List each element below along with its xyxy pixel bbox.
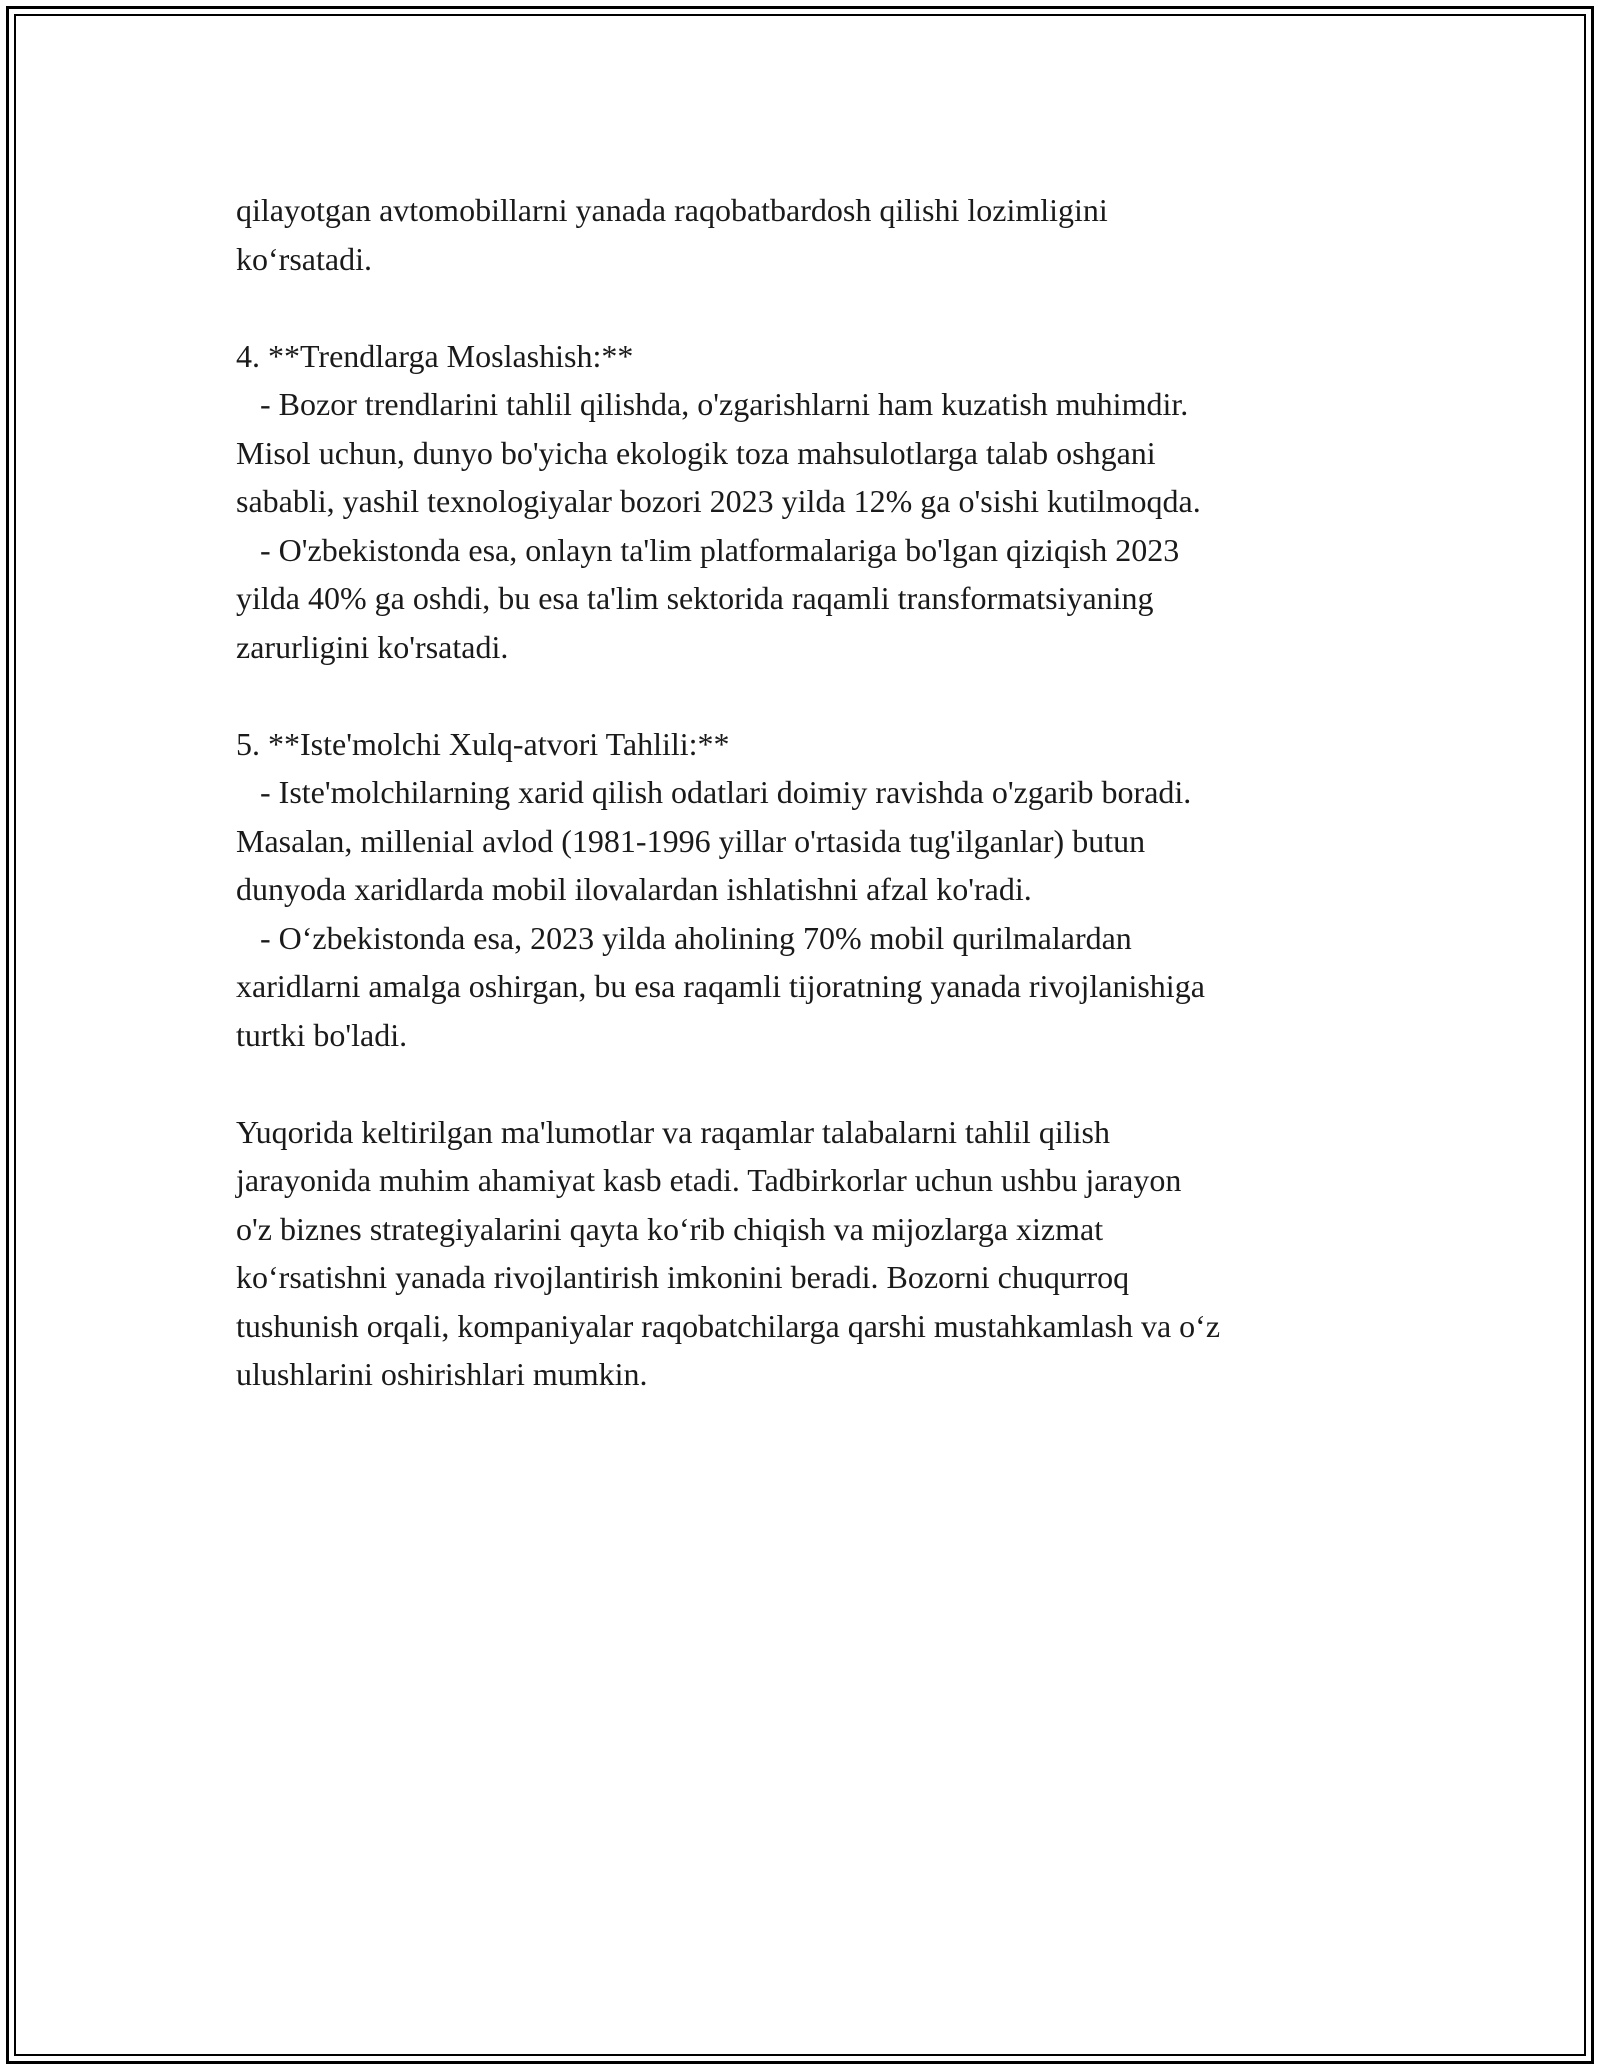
- text-line: turtki bo'ladi.: [236, 1016, 408, 1053]
- text-line: sababli, yashil texnologiyalar bozori 2023 yilda 12% ga o'sishi kutilmoqda.: [236, 483, 1201, 519]
- blank-line: [236, 283, 1436, 332]
- text-line: jarayonida muhim ahamiyat kasb etadi. Tadbirkorlar uchun ushbu jarayon: [236, 1162, 1182, 1198]
- text-line: ko‘rsatishni yanada rivojlantirish imkonini beradi. Bozorni chuqurroq: [236, 1259, 1130, 1295]
- text-line: Misol uchun, dunyo bo'yicha ekologik toza mahsulotlarga talab oshgani: [236, 434, 1156, 471]
- text-line: tushunish orqali, kompaniyalar raqobatchilarga qarshi mustahkamlash va o‘z: [236, 1307, 1221, 1344]
- text-line: ulushlarini oshirishlari mumkin.: [236, 1356, 648, 1392]
- text-line: xaridlarni amalga oshirgan, bu esa raqamli tijoratning yanada rivojlanishiga: [236, 968, 1205, 1004]
- section-heading: 5. **Iste'molchi Xulq-atvori Tahlili:**: [236, 725, 730, 762]
- text-line: dunyoda xaridlarda mobil ilovalardan ishlatishni afzal ko'radi.: [236, 871, 1032, 907]
- text-line: zarurligini ko'rsatadi.: [236, 628, 509, 665]
- text-line: - O‘zbekistonda esa, 2023 yilda aholining 70% mobil qurilmalardan: [236, 919, 1132, 956]
- text-line: o'z biznes strategiyalarini qayta ko‘rib chiqish va mijozlarga xizmat: [236, 1210, 1104, 1247]
- text-line: yilda 40% ga oshdi, bu esa ta'lim sektorida raqamli transformatsiyaning: [236, 580, 1154, 616]
- text-line: Yuqorida keltirilgan ma'lumotlar va raqamlar talabalarni tahlil qilish: [236, 1113, 1110, 1150]
- text-line: Masalan, millenial avlod (1981-1996 yillar o'rtasida tug'ilganlar) butun: [236, 822, 1146, 859]
- section-heading: 4. **Trendlarga Moslashish:**: [236, 337, 634, 374]
- text-line: - O'zbekistonda esa, onlayn ta'lim platformalariga bo'lgan qiziqish 2023: [236, 531, 1180, 568]
- blank-line: [236, 1059, 1436, 1108]
- text-line: - Iste'molchilarning xarid qilish odatlari doimiy ravishda o'zgarib boradi.: [236, 774, 1192, 810]
- blank-line: [236, 671, 1436, 720]
- text-line: qilayotgan avtomobillarni yanada raqobatbardosh qilishi lozimligini: [236, 192, 1108, 228]
- text-line: ko‘rsatadi.: [236, 240, 372, 277]
- text-line: - Bozor trendlarini tahlil qilishda, o'zgarishlarni ham kuzatish muhimdir.: [236, 386, 1189, 422]
- document-body: [236, 186, 1436, 1399]
